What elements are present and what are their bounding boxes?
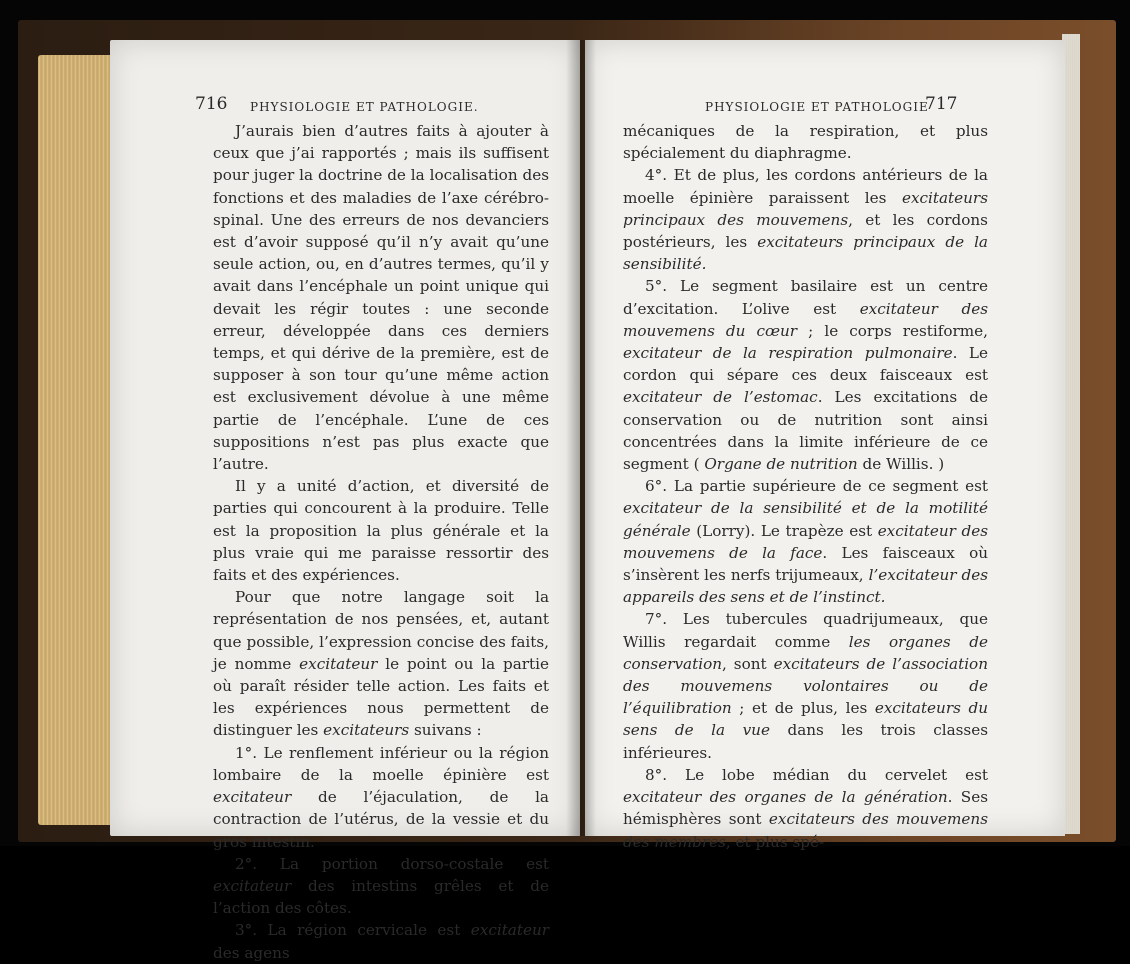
text-run: , et les cordons postérieurs, les bbox=[623, 210, 988, 252]
text-run: 3°. La région cervicale est bbox=[235, 921, 471, 940]
text-run: Il y a unité d’action, et diversité de parties qui concourent à la produire. Telle est la proposition la plus générale et la plus vraie qui me paraisse ressortir des faits et des expériences. bbox=[213, 477, 549, 585]
text-run: (Lorry). Le trapèze est bbox=[690, 521, 878, 540]
paragraph bbox=[213, 586, 549, 741]
text-run: le point ou la partie où paraît résider telle action. Les faits et les expériences nous permettent de distinguer les bbox=[213, 654, 549, 740]
italic-term: excitateurs de l’association des mouvemens volontaires ou de l’équilibration bbox=[623, 654, 988, 718]
running-head-right: PHYSIOLOGIE ET PATHOLOGIE bbox=[705, 100, 929, 114]
text-run: , sont bbox=[722, 654, 774, 673]
italic-term: excitateurs bbox=[323, 721, 410, 740]
left-page bbox=[110, 40, 580, 962]
italic-term: excitateurs des mouvemens des membres bbox=[623, 810, 988, 851]
text-run: 2°. La portion dorso-costale est bbox=[235, 854, 549, 873]
left-page-text bbox=[213, 120, 549, 964]
right-page bbox=[585, 40, 1065, 851]
italic-term: excitateur des mouvemens de la face bbox=[623, 521, 988, 562]
italic-term: excitateurs principaux des mouvemens bbox=[623, 188, 988, 229]
text-run: dans les trois classes inférieures. bbox=[623, 721, 989, 762]
paragraph bbox=[213, 742, 549, 853]
text-run: Pour que notre langage soit la représentation de nos pensées, et, autant que possible, l’expression concise des faits, je nomme bbox=[213, 588, 549, 673]
italic-term: excitateurs principaux de la sensibilité. bbox=[623, 233, 988, 274]
text-run: . Ses hémisphères sont bbox=[623, 788, 988, 829]
page-number-left: 716 bbox=[195, 94, 228, 114]
italic-term: excitateur de l’estomac bbox=[623, 388, 818, 407]
italic-term: excitateur des organes de la génération bbox=[623, 788, 948, 807]
text-run: des agens bbox=[213, 943, 290, 962]
paragraph bbox=[623, 608, 988, 763]
paragraph bbox=[623, 475, 988, 608]
text-run: . Le cordon qui sépare ces deux faisceaux est bbox=[623, 344, 988, 385]
page-number-right: 717 bbox=[925, 94, 958, 114]
running-head-left: PHYSIOLOGIE ET PATHOLOGIE. bbox=[250, 100, 479, 114]
italic-term: excitateur des mouvemens du cœur bbox=[623, 299, 988, 340]
page-edges-left bbox=[38, 55, 118, 825]
paragraph bbox=[213, 120, 549, 475]
text-run: ; le corps restiforme, bbox=[797, 321, 988, 340]
paragraph bbox=[213, 475, 549, 586]
text-run: de l’éjaculation, de la contraction de l’utérus, de la vessie et du gros intestin. bbox=[213, 788, 549, 851]
italic-term: l’excitateur des appareils des sens et de l’instinct. bbox=[623, 566, 988, 607]
italic-term: excitateurs du sens de la vue bbox=[623, 699, 988, 740]
paragraph bbox=[623, 164, 988, 275]
right-page-text bbox=[623, 120, 988, 853]
paragraph bbox=[623, 764, 988, 853]
text-run: 4°. Et de plus, les cordons antérieurs de la moelle épinière paraissent les bbox=[623, 166, 988, 207]
text-run: 1°. Le renflement inférieur ou la région lombaire de la moelle épinière est bbox=[213, 743, 549, 784]
paragraph bbox=[623, 275, 988, 475]
italic-term: excitateur bbox=[299, 654, 378, 673]
text-run: 6°. La partie supérieure de ce segment est bbox=[645, 477, 988, 496]
text-run: 5°. Le segment basilaire est un centre d’excitation. L’olive est bbox=[623, 277, 988, 318]
italic-term: excitateur bbox=[470, 921, 549, 940]
italic-term: les organes de conservation bbox=[623, 632, 989, 673]
italic-term: excitateur de la sensibilité et de la motilité générale bbox=[623, 499, 988, 540]
italic-term: excitateur de la respiration pulmonaire bbox=[623, 344, 953, 363]
italic-term: excitateur bbox=[213, 876, 292, 895]
text-run: des intestins grêles et de l’action des côtes. bbox=[213, 876, 549, 918]
text-run: de Willis. ) bbox=[857, 455, 945, 474]
text-run: ; et de plus, les bbox=[731, 699, 875, 718]
text-run: 8°. Le lobe médian du cervelet est bbox=[645, 765, 988, 784]
paragraph bbox=[213, 853, 549, 920]
text-run: , et plus spé- bbox=[725, 832, 825, 851]
text-run: 7°. Les tubercules quadrijumeaux, que Willis regardait comme bbox=[623, 610, 988, 651]
text-run: . Les excitations de conservation ou de nutrition sont ainsi concentrées dans la limite inférieure de ce segment ( bbox=[623, 388, 988, 474]
paragraph bbox=[623, 120, 988, 164]
text-run: . Les faisceaux où s’insèrent les nerfs trijumeaux, bbox=[623, 543, 988, 585]
italic-term: Organe de nutrition bbox=[704, 455, 858, 474]
italic-term: excitateur bbox=[213, 788, 292, 807]
text-run: suivans : bbox=[409, 721, 482, 740]
paragraph bbox=[213, 919, 549, 963]
book-gutter bbox=[566, 40, 596, 836]
text-run: mécaniques de la respiration, et plus spécialement du diaphragme. bbox=[623, 122, 988, 163]
text-run: J’aurais bien d’autres faits à ajouter à ceux que j’ai rapportés ; mais ils suffisent pour juger la doctrine de la localisation des fonctions et des maladies de l’axe cérébro-spinal. Une des erreurs de nos devanciers est d’avoir supposé qu’il n’y avait qu’une seule action, ou, en d’autres termes, qu’il y avait dans l’encéphale un point unique qui devait les régir toutes : une seconde erreur, développée dans ces derniers temps, et qui dérive de la première, est de supposer à son tour qu’une même action est exclusivement dévolue à une même partie de l’encéphale. L’une de ces suppositions n’est pas plus exacte que l’autre. bbox=[213, 122, 549, 474]
